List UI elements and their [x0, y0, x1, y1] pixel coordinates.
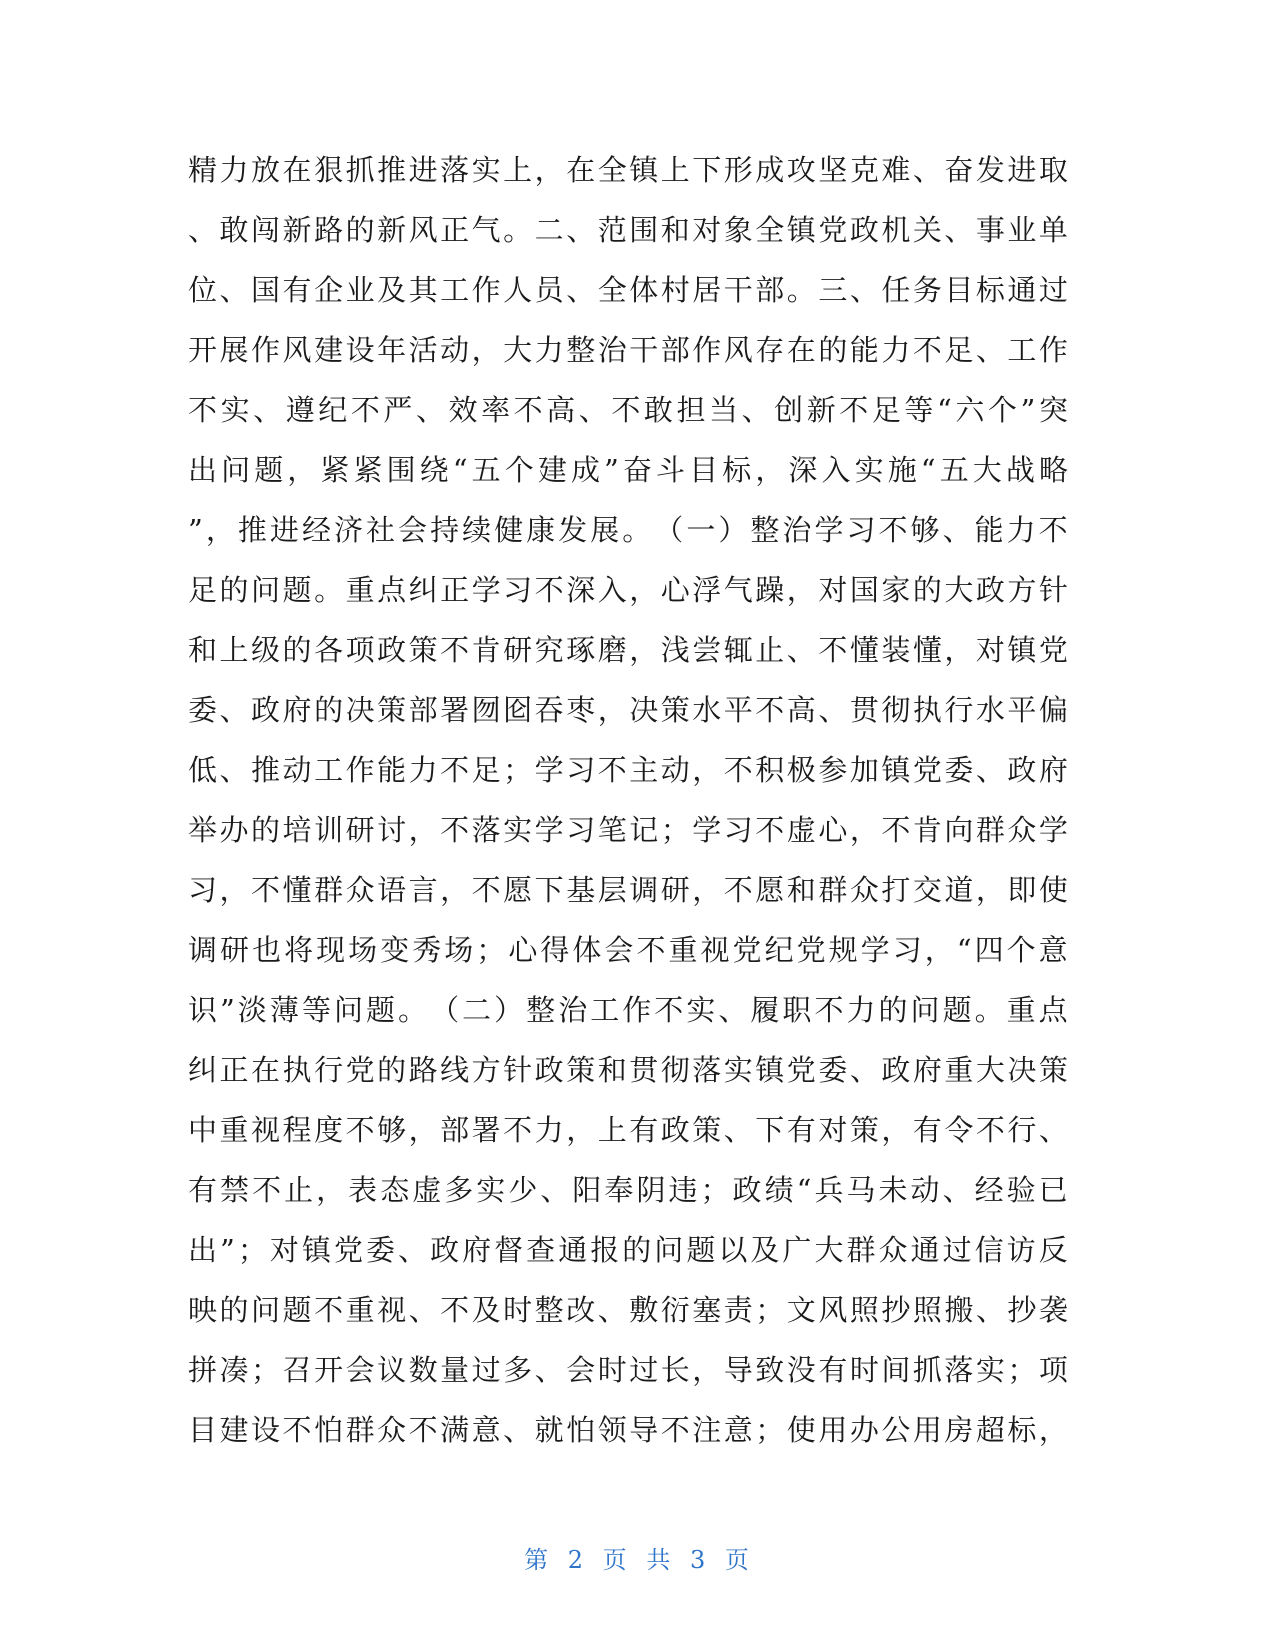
- text-line: 开 展 作 风 建 设 年 活 动 ， 大 力 整 治 干 部 作 风 存 在 的 能 力 不 足 、 工 作: [188, 333, 1068, 367]
- footer-page-label: 第: [524, 1546, 551, 1574]
- text-line: 不 实 、 遵 纪 不 严 、 效 率 不 高 、 不 敢 担 当 、 创 新 不 足 等 “ 六 个 ” 突: [188, 393, 1068, 427]
- text-line: 习 ， 不 懂 群 众 语 言 ， 不 愿 下 基 层 调 研 ， 不 愿 和 群 众 打 交 道 ， 即 使: [188, 873, 1068, 907]
- footer-total-pages: 3: [689, 1546, 708, 1574]
- footer-current-page: 2: [567, 1546, 586, 1574]
- page-footer: [0, 1540, 1275, 1575]
- text-line: 和 上 级 的 各 项 政 策 不 肯 研 究 琢 磨 ， 浅 尝 辄 止 、 不 懂 装 懂 ， 对 镇 党: [188, 633, 1068, 667]
- text-line: 识 ” 淡 薄 等 问 题 。 （ 二 ） 整 治 工 作 不 实 、 履 职 不 力 的 问 题 。 重 点: [188, 993, 1068, 1027]
- text-line: 低 、 推 动 工 作 能 力 不 足 ； 学 习 不 主 动 ， 不 积 极 参 加 镇 党 委 、 政 府: [188, 753, 1068, 787]
- text-line: 出 ” ； 对 镇 党 委 、 政 府 督 查 通 报 的 问 题 以 及 广 大 群 众 通 过 信 访 反: [188, 1233, 1068, 1267]
- text-line: 中 重 视 程 度 不 够 ， 部 署 不 力 ， 上 有 政 策 、 下 有 对 策 ， 有 令 不 行 、: [188, 1113, 1068, 1147]
- footer-total-unit: 页: [724, 1546, 751, 1574]
- text-line: 出 问 题 ， 紧 紧 围 绕 “ 五 个 建 成 ” 奋 斗 目 标 ， 深 入 实 施 “ 五 大 战 略: [188, 453, 1068, 487]
- text-line: 、 敢 闯 新 路 的 新 风 正 气 。 二 、 范 围 和 对 象 全 镇 党 政 机 关 、 事 业 单: [188, 213, 1068, 247]
- document-body: [188, 140, 1068, 1460]
- text-line: 举 办 的 培 训 研 讨 ， 不 落 实 学 习 笔 记 ； 学 习 不 虚 心 ， 不 肯 向 群 众 学: [188, 813, 1068, 847]
- text-line: 映 的 问 题 不 重 视 、 不 及 时 整 改 、 敷 衍 塞 责 ； 文 风 照 抄 照 搬 、 抄 袭: [188, 1293, 1068, 1327]
- text-line: 位 、 国 有 企 业 及 其 工 作 人 员 、 全 体 村 居 干 部 。 三 、 任 务 目 标 通 过: [188, 273, 1068, 307]
- text-line: 委 、 政 府 的 决 策 部 署 囫 囵 吞 枣 ， 决 策 水 平 不 高 、 贯 彻 执 行 水 平 偏: [188, 693, 1068, 727]
- text-line: 精 力 放 在 狠 抓 推 进 落 实 上 ， 在 全 镇 上 下 形 成 攻 坚 克 难 、 奋 发 进 取: [188, 153, 1068, 187]
- text-line: 目 建 设 不 怕 群 众 不 满 意 、 就 怕 领 导 不 注 意 ； 使 用 办 公 用 房 超 标 ，: [188, 1413, 1068, 1447]
- text-line: 有 禁 不 止 ， 表 态 虚 多 实 少 、 阳 奉 阴 违 ； 政 绩 “ 兵 马 未 动 、 经 验 已: [188, 1173, 1068, 1207]
- footer-page-unit: 页: [602, 1546, 629, 1574]
- footer-total-label: 共: [646, 1546, 673, 1574]
- text-line: 拼 凑 ； 召 开 会 议 数 量 过 多 、 会 时 过 长 ， 导 致 没 有 时 间 抓 落 实 ； 项: [188, 1353, 1068, 1387]
- text-line: 调 研 也 将 现 场 变 秀 场 ； 心 得 体 会 不 重 视 党 纪 党 规 学 习 ， “ 四 个 意: [188, 933, 1068, 967]
- text-line: 足 的 问 题 。 重 点 纠 正 学 习 不 深 入 ， 心 浮 气 躁 ， 对 国 家 的 大 政 方 针: [188, 573, 1068, 607]
- text-line: ” ， 推 进 经 济 社 会 持 续 健 康 发 展 。 （ 一 ） 整 治 学 习 不 够 、 能 力 不: [188, 513, 1068, 547]
- text-line: 纠 正 在 执 行 党 的 路 线 方 针 政 策 和 贯 彻 落 实 镇 党 委 、 政 府 重 大 决 策: [188, 1053, 1068, 1087]
